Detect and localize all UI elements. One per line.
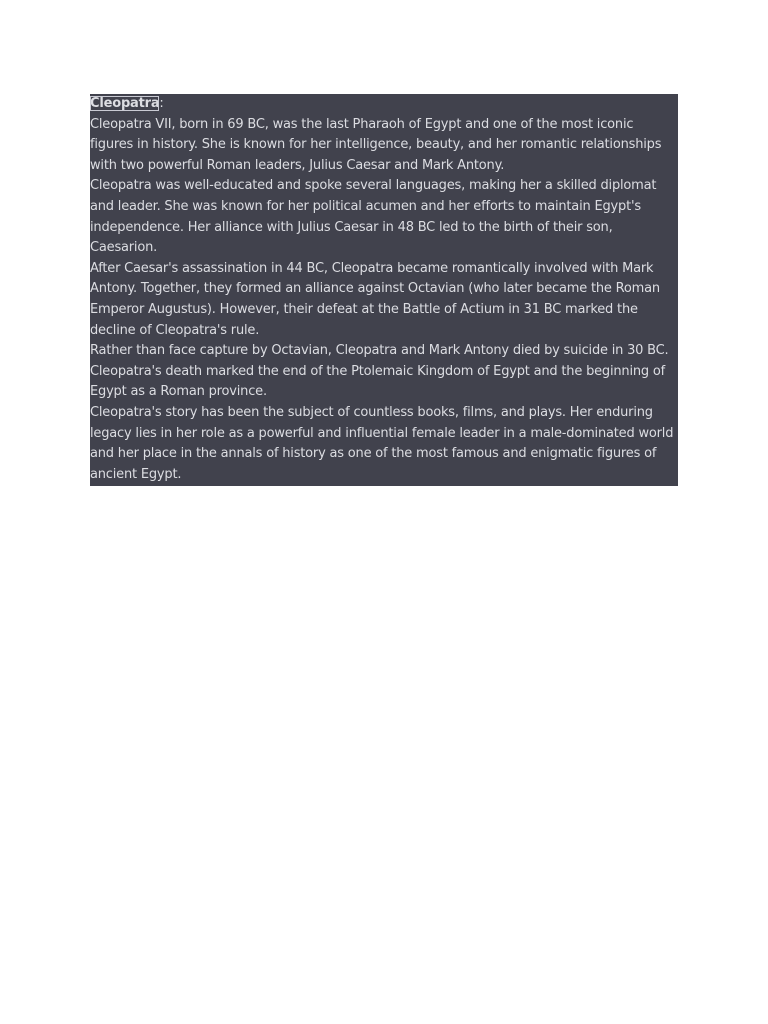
- paragraph-antony: After Caesar's assassination in 44 BC, Cleopatra became romantically involved with Mark Antony. Together, they formed an alliance against Octavian (who later became the Roman Emperor Augustus). However, their defeat at the Battle of Actium in 31 BC marked the decline of Cleopatra's rule.: [90, 260, 660, 338]
- paragraph-legacy: Cleopatra's story has been the subject of countless books, films, and plays. Her enduring legacy lies in her role as a powerful and influential female leader in a male-dominated world and her place in the annals of history as one of the most famous and enigmatic figures of ancient Egypt.: [90, 404, 674, 482]
- title-colon: :: [159, 96, 164, 111]
- paragraph-death: Rather than face capture by Octavian, Cleopatra and Mark Antony died by suicide in 30 BC. Cleopatra's death marked the end of the Ptolemaic Kingdom of Egypt and the beginning of Egypt as a Roman province.: [90, 343, 669, 400]
- selected-text-block[interactable]: [90, 94, 678, 486]
- paragraph-intro: Cleopatra VII, born in 69 BC, was the last Pharaoh of Egypt and one of the most iconic figures in history. She is known for her intelligence, beauty, and her romantic relationships with two powerful Roman leaders, Julius Caesar and Mark Antony.: [90, 116, 662, 173]
- document-title[interactable]: Cleopatra: [90, 96, 160, 111]
- paragraph-education: Cleopatra was well-educated and spoke several languages, making her a skilled diplomat and leader. She was known for her political acumen and her efforts to maintain Egypt's independence. Her alliance with Julius Caesar in 48 BC led to the birth of their son, Caesarion.: [90, 178, 657, 256]
- title-line: [90, 94, 678, 115]
